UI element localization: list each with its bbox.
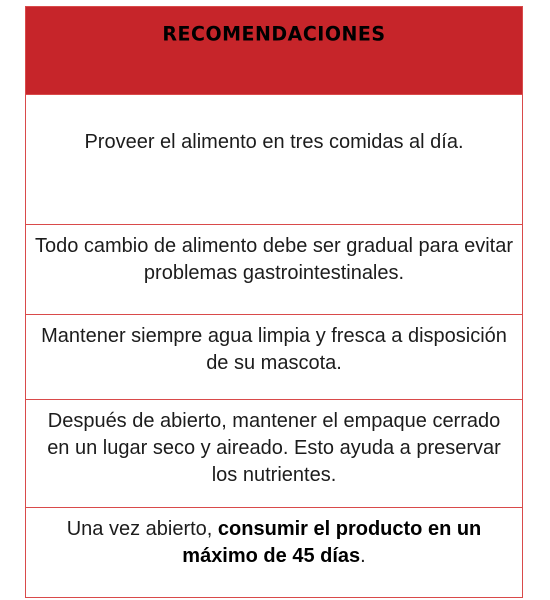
recommendation-row: [26, 508, 522, 599]
recommendation-row: [26, 400, 522, 508]
recommendation-text-bold: consumir el producto en un máximo de 45 días: [182, 518, 482, 567]
recommendation-text: Mantener siempre agua limpia y fresca a disposición de su mascota.: [41, 325, 507, 374]
recommendation-text: Después de abierto, mantener el empaque cerrado en un lugar seco y aireado. Esto ayuda a preservar los nutrientes.: [47, 410, 501, 486]
recommendations-title: RECOMENDACIONES: [162, 22, 386, 46]
recommendation-text: Proveer el alimento en tres comidas al día.: [84, 131, 464, 153]
recommendation-text: [34, 516, 514, 570]
recommendations-card: [25, 6, 523, 598]
recommendation-text-prefix: Una vez abierto,: [66, 518, 218, 540]
recommendation-row: [26, 95, 522, 225]
recommendation-text-suffix: .: [360, 545, 366, 567]
recommendations-header: [26, 7, 522, 95]
recommendation-text: Todo cambio de alimento debe ser gradual para evitar problemas gastrointestinales.: [34, 235, 514, 284]
recommendation-row: [26, 225, 522, 315]
recommendation-row: [26, 315, 522, 400]
